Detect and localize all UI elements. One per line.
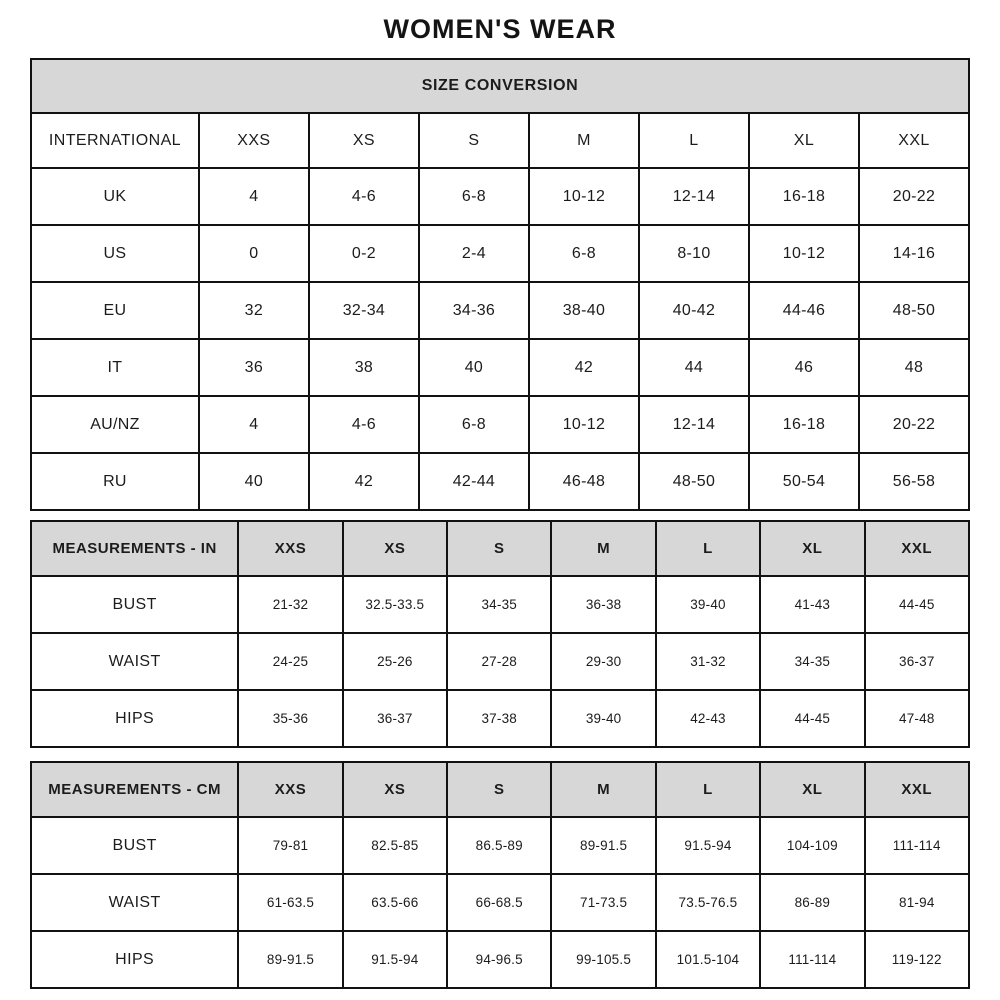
measure-cell: 79-81: [238, 817, 342, 874]
measure-cell: 71-73.5: [551, 874, 655, 931]
column-header-xs: XS: [309, 113, 419, 168]
measure-cell: 24-25: [238, 633, 342, 690]
size-cell: 36: [199, 339, 309, 396]
column-header-l: L: [656, 521, 760, 576]
table-row-it: [31, 339, 969, 396]
row-label: BUST: [31, 576, 238, 633]
measure-cell: 36-37: [343, 690, 447, 747]
measure-cell: 104-109: [760, 817, 864, 874]
column-header-xxl: XXL: [859, 113, 969, 168]
row-label: RU: [31, 453, 199, 510]
size-cell: 8-10: [639, 225, 749, 282]
size-cell: 50-54: [749, 453, 859, 510]
column-header-row: [31, 762, 969, 817]
measure-cell: 94-96.5: [447, 931, 551, 988]
table-row-ru: [31, 453, 969, 510]
measure-cell: 86-89: [760, 874, 864, 931]
measure-cell: 111-114: [760, 931, 864, 988]
size-cell: 20-22: [859, 168, 969, 225]
size-cell: 34-36: [419, 282, 529, 339]
row-label: BUST: [31, 817, 238, 874]
table-row-uk: [31, 168, 969, 225]
size-cell: 46-48: [529, 453, 639, 510]
measurements-cm-header: MEASUREMENTS - CM: [31, 762, 238, 817]
size-cell: 10-12: [749, 225, 859, 282]
measure-cell: 47-48: [865, 690, 969, 747]
row-label: US: [31, 225, 199, 282]
measure-cell: 111-114: [865, 817, 969, 874]
size-cell: 48-50: [859, 282, 969, 339]
row-label: UK: [31, 168, 199, 225]
size-cell: 38-40: [529, 282, 639, 339]
size-cell: 12-14: [639, 168, 749, 225]
size-cell: 14-16: [859, 225, 969, 282]
measure-cell: 25-26: [343, 633, 447, 690]
size-cell: 32: [199, 282, 309, 339]
measure-cell: 35-36: [238, 690, 342, 747]
size-cell: 4-6: [309, 168, 419, 225]
size-cell: 44-46: [749, 282, 859, 339]
size-cell: 6-8: [419, 168, 529, 225]
measure-cell: 29-30: [551, 633, 655, 690]
page-title: WOMEN'S WEAR: [383, 14, 617, 44]
measure-cell: 101.5-104: [656, 931, 760, 988]
size-cell: 12-14: [639, 396, 749, 453]
table-row-waist: [31, 633, 969, 690]
row-label: WAIST: [31, 633, 238, 690]
measure-cell: 89-91.5: [551, 817, 655, 874]
size-cell: 40-42: [639, 282, 749, 339]
column-header-xxl: XXL: [865, 521, 969, 576]
size-cell: 6-8: [419, 396, 529, 453]
table-row-hips: [31, 690, 969, 747]
table-row-bust: [31, 817, 969, 874]
measure-cell: 34-35: [760, 633, 864, 690]
column-header-l: L: [639, 113, 749, 168]
measure-cell: 39-40: [656, 576, 760, 633]
column-header-international: INTERNATIONAL: [31, 113, 199, 168]
column-header-m: M: [529, 113, 639, 168]
size-cell: 40: [419, 339, 529, 396]
measure-cell: 99-105.5: [551, 931, 655, 988]
measure-cell: 32.5-33.5: [343, 576, 447, 633]
column-header-xl: XL: [760, 521, 864, 576]
column-header-xl: XL: [760, 762, 864, 817]
size-conversion-table: [30, 58, 970, 511]
column-header-row: [31, 113, 969, 168]
size-cell: 4-6: [309, 396, 419, 453]
measure-cell: 63.5-66: [343, 874, 447, 931]
table-row-eu: [31, 282, 969, 339]
column-header-xxl: XXL: [865, 762, 969, 817]
column-header-m: M: [551, 762, 655, 817]
measure-cell: 81-94: [865, 874, 969, 931]
size-cell: 4: [199, 396, 309, 453]
column-header-l: L: [656, 762, 760, 817]
size-cell: 16-18: [749, 396, 859, 453]
column-header-s: S: [419, 113, 529, 168]
measurements-cm-table: [30, 761, 970, 989]
column-header-xs: XS: [343, 521, 447, 576]
column-header-row: [31, 521, 969, 576]
column-header-s: S: [447, 762, 551, 817]
size-cell: 44: [639, 339, 749, 396]
row-label: IT: [31, 339, 199, 396]
measure-cell: 44-45: [760, 690, 864, 747]
measure-cell: 31-32: [656, 633, 760, 690]
size-cell: 48-50: [639, 453, 749, 510]
measure-cell: 66-68.5: [447, 874, 551, 931]
size-cell: 40: [199, 453, 309, 510]
measurements-in-header: MEASUREMENTS - IN: [31, 521, 238, 576]
measure-cell: 73.5-76.5: [656, 874, 760, 931]
column-header-m: M: [551, 521, 655, 576]
measure-cell: 36-37: [865, 633, 969, 690]
size-cell: 48: [859, 339, 969, 396]
measure-cell: 86.5-89: [447, 817, 551, 874]
size-conversion-header: SIZE CONVERSION: [31, 59, 969, 113]
size-cell: 56-58: [859, 453, 969, 510]
measure-cell: 119-122: [865, 931, 969, 988]
measure-cell: 36-38: [551, 576, 655, 633]
measure-cell: 82.5-85: [343, 817, 447, 874]
column-header-xxs: XXS: [238, 762, 342, 817]
row-label: EU: [31, 282, 199, 339]
table-row-us: [31, 225, 969, 282]
size-cell: 32-34: [309, 282, 419, 339]
measure-cell: 42-43: [656, 690, 760, 747]
row-label: WAIST: [31, 874, 238, 931]
measure-cell: 27-28: [447, 633, 551, 690]
column-header-xs: XS: [343, 762, 447, 817]
measure-cell: 21-32: [238, 576, 342, 633]
size-cell: 42: [309, 453, 419, 510]
size-cell: 20-22: [859, 396, 969, 453]
column-header-s: S: [447, 521, 551, 576]
table-banner-row: [31, 59, 969, 113]
measure-cell: 41-43: [760, 576, 864, 633]
size-cell: 16-18: [749, 168, 859, 225]
size-cell: 46: [749, 339, 859, 396]
column-header-xxs: XXS: [199, 113, 309, 168]
measure-cell: 61-63.5: [238, 874, 342, 931]
measure-cell: 91.5-94: [656, 817, 760, 874]
size-cell: 4: [199, 168, 309, 225]
measurements-in-table: [30, 520, 970, 748]
size-cell: 42: [529, 339, 639, 396]
size-cell: 2-4: [419, 225, 529, 282]
column-header-xl: XL: [749, 113, 859, 168]
size-cell: 0-2: [309, 225, 419, 282]
size-cell: 6-8: [529, 225, 639, 282]
row-label: HIPS: [31, 690, 238, 747]
measure-cell: 44-45: [865, 576, 969, 633]
measure-cell: 34-35: [447, 576, 551, 633]
size-cell: 38: [309, 339, 419, 396]
row-label: HIPS: [31, 931, 238, 988]
table-row-waist: [31, 874, 969, 931]
size-cell: 10-12: [529, 396, 639, 453]
measure-cell: 91.5-94: [343, 931, 447, 988]
size-cell: 10-12: [529, 168, 639, 225]
table-row-aunz: [31, 396, 969, 453]
table-row-hips: [31, 931, 969, 988]
column-header-xxs: XXS: [238, 521, 342, 576]
measure-cell: 89-91.5: [238, 931, 342, 988]
size-cell: 0: [199, 225, 309, 282]
row-label: AU/NZ: [31, 396, 199, 453]
measure-cell: 37-38: [447, 690, 551, 747]
measure-cell: 39-40: [551, 690, 655, 747]
size-cell: 42-44: [419, 453, 529, 510]
table-row-bust: [31, 576, 969, 633]
